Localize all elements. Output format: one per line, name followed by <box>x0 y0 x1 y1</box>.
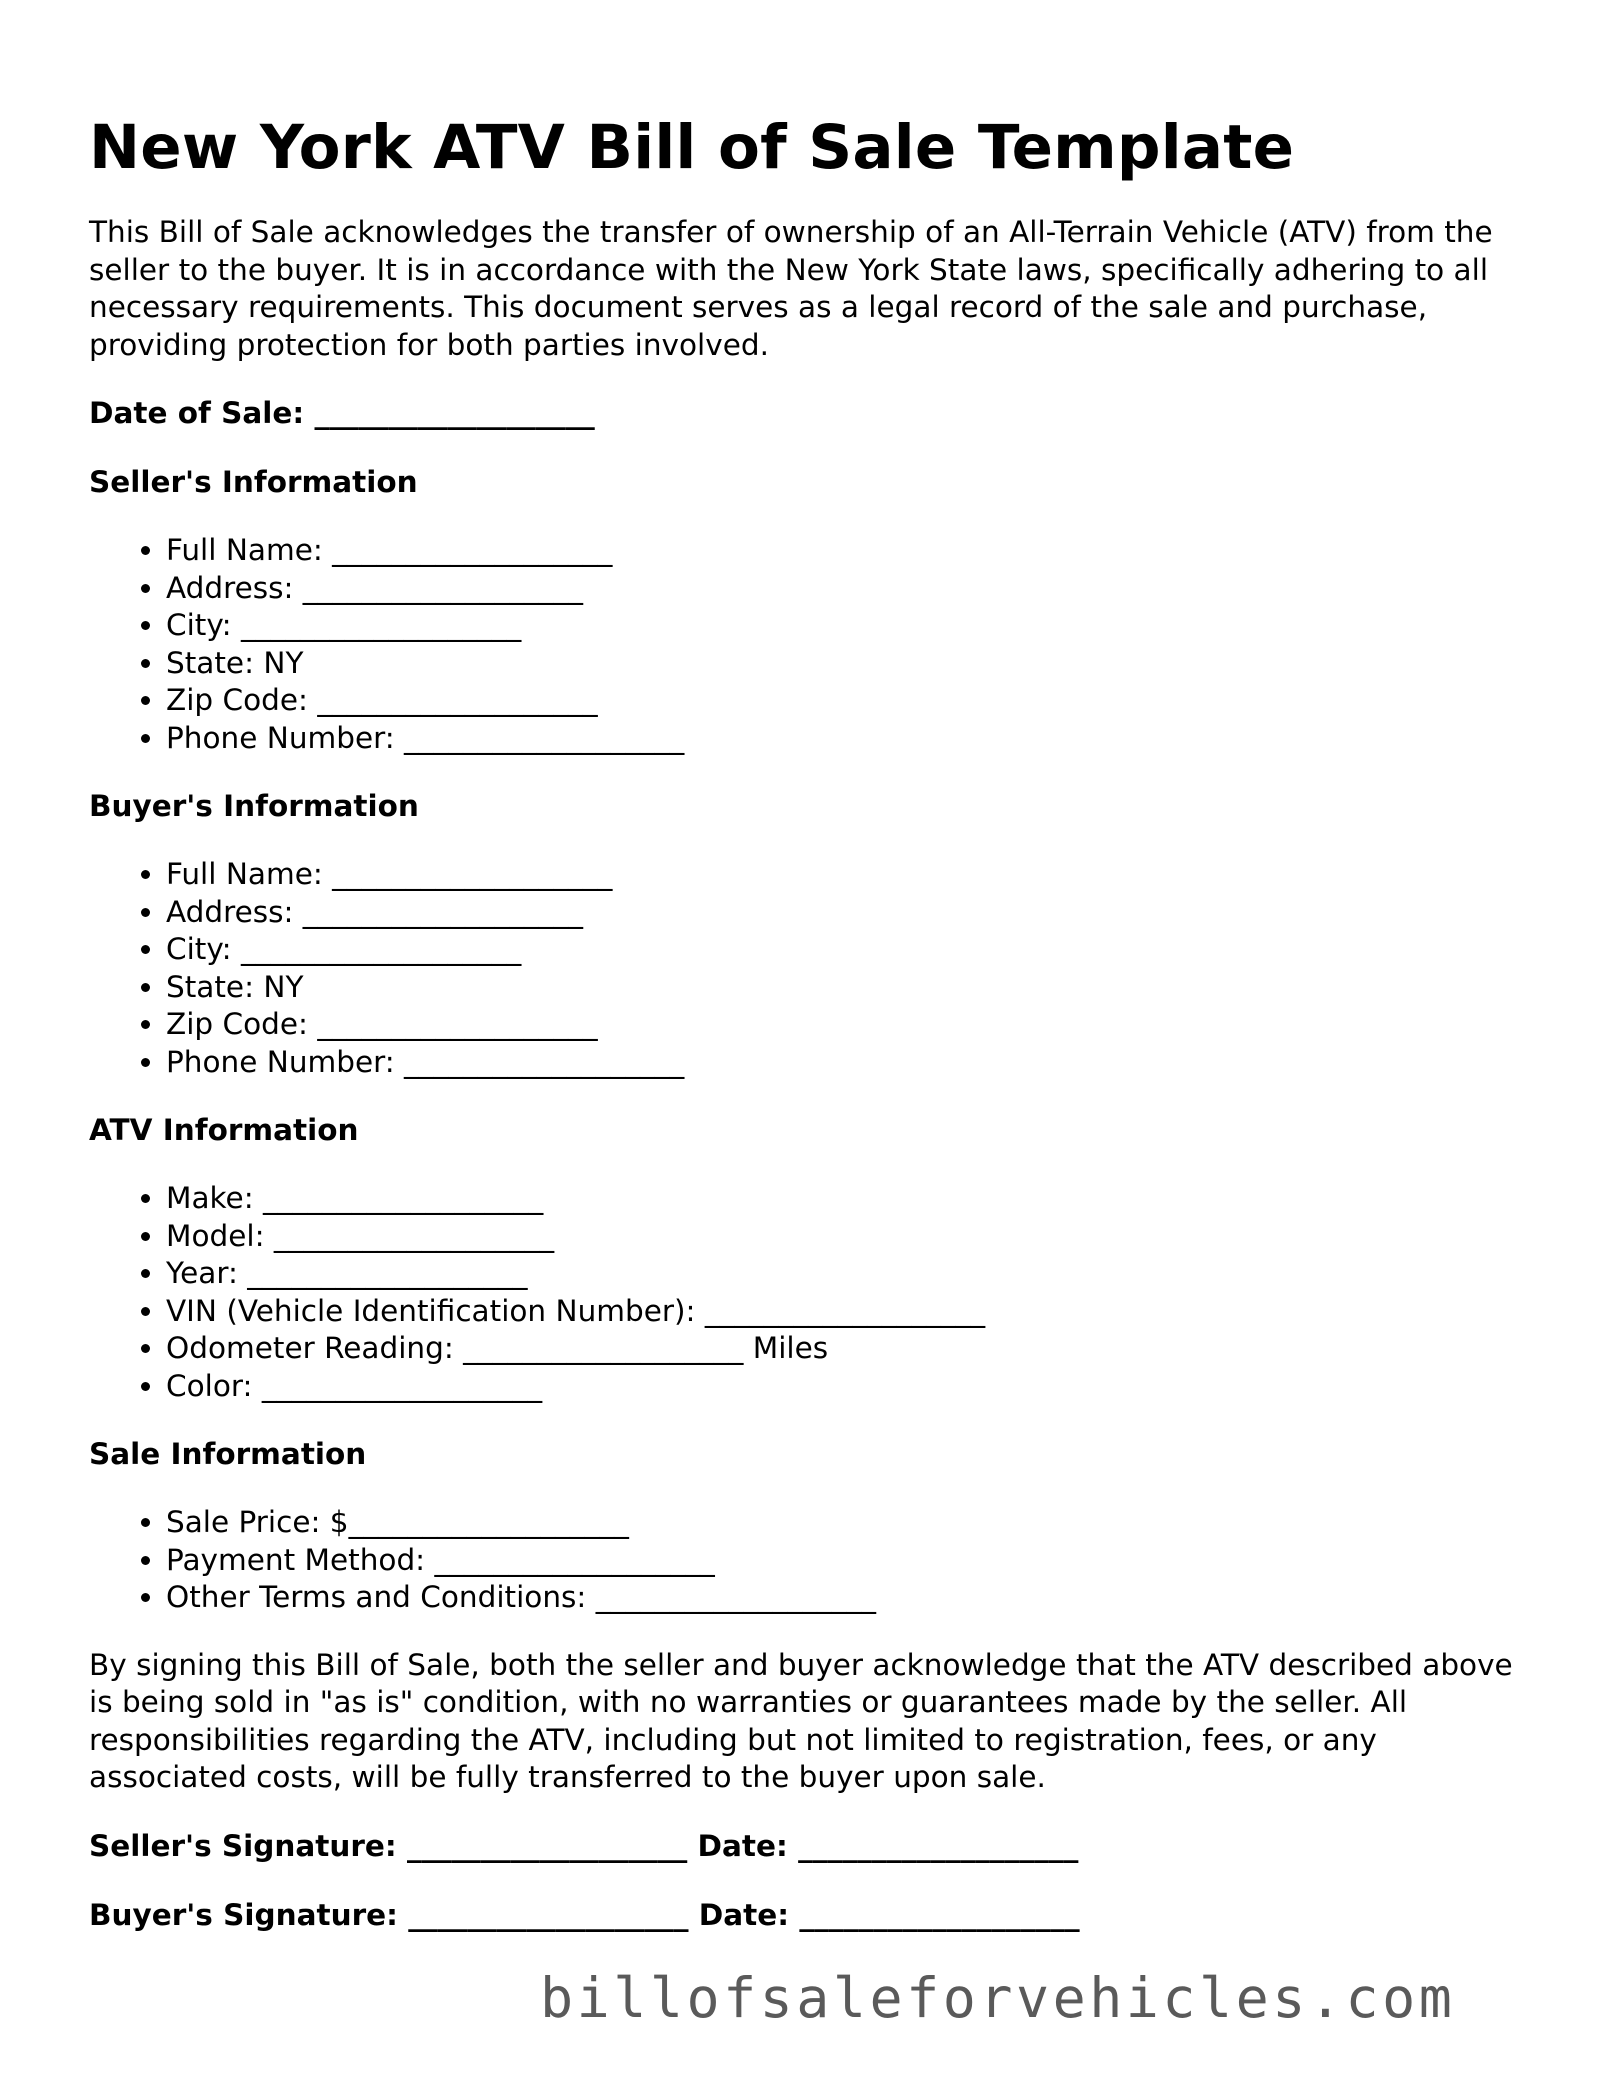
seller-state-field: • State: NY <box>166 645 1529 683</box>
buyer-zip-field: • Zip Code: ___________________ <box>166 1006 1529 1044</box>
seller-full-name-field: • Full Name: ___________________ <box>166 532 1529 570</box>
sale-price-field: • Sale Price: $___________________ <box>166 1504 1529 1542</box>
payment-method-field: • Payment Method: ___________________ <box>166 1542 1529 1580</box>
sale-section-title: Sale Information <box>89 1437 367 1471</box>
seller-section-title: Seller's Information <box>89 465 418 499</box>
intro-paragraph: This Bill of Sale acknowledges the transfer of ownership of an All-Terrain Vehicle (ATV) from the seller to the buyer. It is in accordance with the New York State laws, specifically adhering to all necessary requirements. This document serves as a legal record of the sale and purchase, providing protection for both parties involved. <box>89 215 1493 362</box>
buyer-signature-line: Buyer's Signature: ___________________ Date: ___________________ <box>89 1897 1080 1932</box>
date-of-sale-field: Date of Sale: ___________________ <box>89 396 595 430</box>
buyer-city-field: • City: ___________________ <box>166 931 1529 969</box>
buyer-full-name-field: • Full Name: ___________________ <box>166 856 1529 894</box>
site-watermark: billofsaleforvehicles.com <box>540 1966 1456 2030</box>
buyer-info-list <box>89 856 1529 1081</box>
document-title: New York ATV Bill of Sale Template <box>89 112 1295 183</box>
seller-address-field: • Address: ___________________ <box>166 570 1529 608</box>
buyer-state-field: • State: NY <box>166 969 1529 1007</box>
closing-paragraph: By signing this Bill of Sale, both the seller and buyer acknowledge that the ATV described above is being sold in "as is" condition, with no warranties or guarantees made by the seller. All responsibilities regarding the ATV, including but not limited to registration, fees, or any associated costs, will be fully transferred to the buyer upon sale. <box>89 1647 1513 1794</box>
atv-info-list <box>89 1180 1529 1405</box>
buyer-phone-field: • Phone Number: ___________________ <box>166 1044 1529 1082</box>
buyer-section-title: Buyer's Information <box>89 789 419 823</box>
other-terms-field: • Other Terms and Conditions: ___________________ <box>166 1579 1529 1617</box>
seller-zip-field: • Zip Code: ___________________ <box>166 682 1529 720</box>
atv-odometer-field: • Odometer Reading: ___________________ Miles <box>166 1330 1529 1368</box>
atv-make-field: • Make: ___________________ <box>166 1180 1529 1218</box>
buyer-address-field: • Address: ___________________ <box>166 894 1529 932</box>
document-page <box>89 110 1529 1965</box>
seller-signature-line: Seller's Signature: ___________________ Date: ___________________ <box>89 1828 1079 1863</box>
seller-phone-field: • Phone Number: ___________________ <box>166 720 1529 758</box>
sale-info-list <box>89 1504 1529 1617</box>
seller-city-field: • City: ___________________ <box>166 607 1529 645</box>
atv-section-title: ATV Information <box>89 1113 359 1147</box>
atv-vin-field: • VIN (Vehicle Identification Number): ___________________ <box>166 1293 1529 1331</box>
atv-model-field: • Model: ___________________ <box>166 1218 1529 1256</box>
atv-color-field: • Color: ___________________ <box>166 1368 1529 1406</box>
atv-year-field: • Year: ___________________ <box>166 1255 1529 1293</box>
seller-info-list <box>89 532 1529 757</box>
